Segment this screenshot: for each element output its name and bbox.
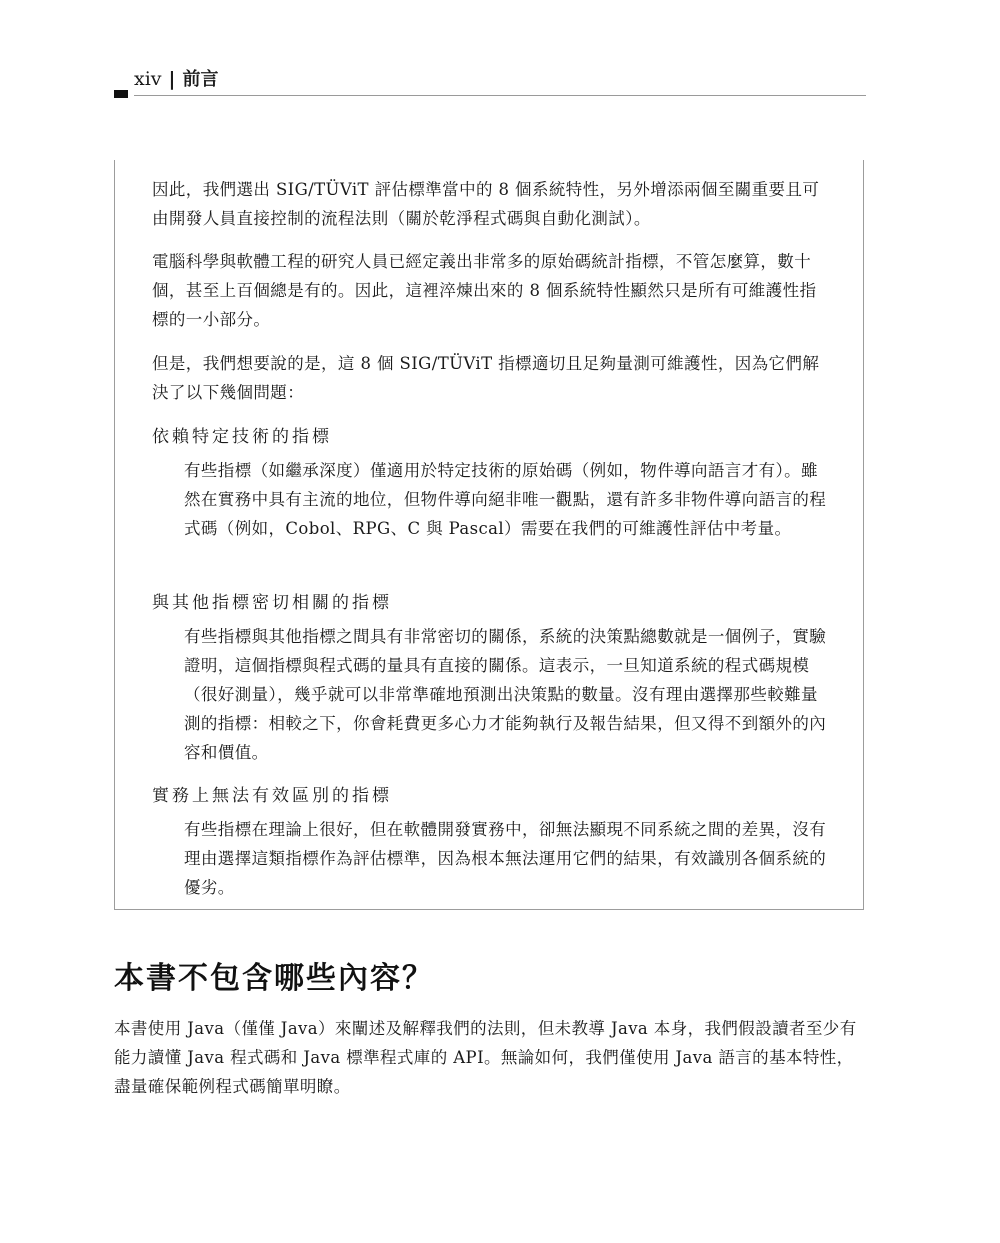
item-heading-3: 實務上無法有效區別的指標 xyxy=(152,786,392,806)
item-heading-1: 依賴特定技術的指標 xyxy=(152,427,332,447)
header-marker xyxy=(114,90,128,98)
item-text-2: 有些指標與其他指標之間具有非常密切的關係，系統的決策點總數就是一個例子，實驗證明，這個指標與程式碼的量具有直接的關係。這表示，一旦知道系統的程式碼規模（很好測量），幾乎就可以非常準確地預測出決策點的數量。沒有理由選擇那些較難量測的指標：相較之下，你會耗費更多心力才能夠執行及報告結果，但又得不到額外的內容和價值。 xyxy=(184,627,827,762)
header-title xyxy=(134,66,218,93)
item-heading-2: 與其他指標密切相關的指標 xyxy=(152,593,392,613)
header-separator: | xyxy=(168,68,176,90)
sidebar-paragraph-1: 因此，我們選出 SIG/TÜViT 評估標準當中的 8 個系統特性，另外增添兩個至關重要且可由開發人員直接控制的流程法則（關於乾淨程式碼與自動化測試）。 xyxy=(152,180,820,228)
header-rule xyxy=(134,95,866,96)
item-text-1: 有些指標（如繼承深度）僅適用於特定技術的原始碼（例如，物件導向語言才有）。雖然在實務中具有主流的地位，但物件導向絕非唯一觀點，還有許多非物件導向語言的程式碼（例如，Cobol、RPG、C 與 Pascal）需要在我們的可維護性評估中考量。 xyxy=(184,461,827,538)
section-title: 本書不包含哪些內容？ xyxy=(114,961,434,996)
page-number: xiv xyxy=(134,68,162,90)
sidebar-paragraph-2: 電腦科學與軟體工程的研究人員已經定義出非常多的原始碼統計指標，不管怎麼算，數十個，甚至上百個總是有的。因此，這裡淬煉出來的 8 個系統特性顯然只是所有可維護性指標的一小部分。 xyxy=(152,252,817,329)
running-header xyxy=(114,66,866,98)
section-paragraph: 本書使用 Java（僅僅 Java）來闡述及解釋我們的法則，但未教導 Java 本身，我們假設讀者至少有能力讀懂 Java 程式碼和 Java 標準程式庫的 API。無論如何，我們僅使用 Java 語言的基本特性，盡量確保範例程式碼簡單明瞭。 xyxy=(114,1019,857,1096)
item-text-3: 有些指標在理論上很好，但在軟體開發實務中，卻無法顯現不同系統之間的差異，沒有理由選擇這類指標作為評估標準，因為根本無法運用它們的結果，有效識別各個系統的優劣。 xyxy=(184,820,827,897)
chapter-name: 前言 xyxy=(182,69,219,90)
sidebar-paragraph-3: 但是，我們想要說的是，這 8 個 SIG/TÜViT 指標適切且足夠量測可維護性，因為它們解決了以下幾個問題： xyxy=(152,354,820,402)
